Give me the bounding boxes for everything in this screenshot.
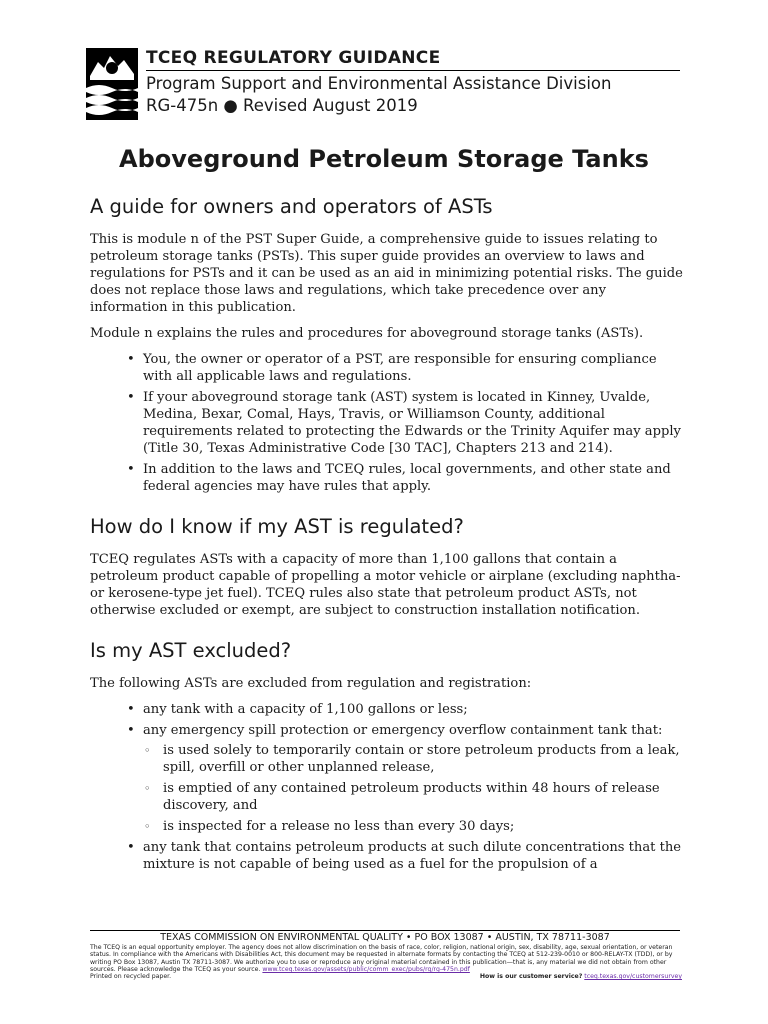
sub-list bbox=[143, 742, 686, 835]
section-heading-regulated: How do I know if my AST is regulated? bbox=[90, 515, 464, 538]
list-item: • If your aboveground storage tank (AST) system is located in Kinney, Uvalde, Medina, Bexar, Comal, Hays, Travis, or Williamson County, additional requirements related to protecting the Edwards or the Trinity Aquifer may apply (Title 30, Texas Administrative Code [30 TAC], Chapters 213 and 214). bbox=[127, 390, 681, 456]
publication-link[interactable]: www.tceq.texas.gov/assets/public/comm_exec/pubs/rg/rg-475n.pdf bbox=[262, 965, 470, 973]
footer-fine-print bbox=[90, 944, 682, 980]
document-title: Aboveground Petroleum Storage Tanks bbox=[119, 145, 649, 173]
survey-link[interactable]: tceq.texas.gov/customersurvey bbox=[584, 973, 682, 981]
circle-bullet-icon: ◦ bbox=[144, 744, 151, 757]
bullet-icon: • bbox=[127, 390, 135, 405]
sub-list-item: ◦ is used solely to temporarily contain or store petroleum products from a leak, spill, overfill or other unplanned release, bbox=[144, 743, 680, 775]
responsibility-list bbox=[90, 351, 686, 495]
exclusion-list bbox=[90, 701, 686, 873]
bullet-icon: • bbox=[127, 723, 135, 738]
footer-bottom-line bbox=[90, 973, 682, 980]
footer-divider bbox=[90, 930, 680, 931]
bullet-icon: • bbox=[127, 702, 135, 717]
header-title: TCEQ REGULATORY GUIDANCE bbox=[146, 48, 441, 68]
bullet-icon: • bbox=[127, 352, 135, 367]
recycled-note: Printed on recycled paper. bbox=[90, 973, 172, 981]
excluded-intro: The following ASTs are excluded from regulation and registration: bbox=[90, 676, 532, 691]
survey-prompt: How is our customer service? bbox=[479, 973, 583, 981]
bullet-icon: • bbox=[127, 840, 135, 855]
module-paragraph: Module n explains the rules and procedures for aboveground storage tanks (ASTs). bbox=[90, 326, 644, 341]
main-content bbox=[90, 195, 686, 883]
bullet-icon: • bbox=[127, 462, 135, 477]
list-item: • any tank that contains petroleum products at such dilute concentrations that the mixture is not capable of being used as a fuel for the propulsion of a bbox=[127, 840, 682, 872]
list-item: • any emergency spill protection or emergency overflow containment tank that: ◦ is used solely to temporarily contain or store petroleum products from a leak, spill, overfill or other unplanned release, ◦ is emptied of any contained petroleum products within 48 hours of release discovery, and ◦ is inspected for a release no less than every 30 days; bbox=[90, 722, 686, 835]
footer-disclaimer: The TCEQ is an equal opportunity employer. The agency does not allow discrimination on the basis of race, color, religion, national origin, sex, disability, age, sexual orientation, or veteran status. In compliance with the Americans with Disabilities Act, this document may be requested in alternate formats by contacting the TCEQ at 512-239-0010 or 800-RELAY-TX (TDD), or by writing PO Box 13087, Austin TX 78711-3087. We authorize you to use or reproduce any original material contained in this publication—that is, any material we did not obtain from other sources. Please acknowledge the TCEQ as your source. bbox=[90, 944, 673, 973]
list-item: • any tank with a capacity of 1,100 gallons or less; bbox=[127, 702, 468, 717]
sub-list-item: ◦ is emptied of any contained petroleum products within 48 hours of release discovery, and bbox=[144, 781, 660, 813]
survey-line bbox=[480, 973, 682, 980]
list-item: • In addition to the laws and TCEQ rules, local governments, and other state and federal agencies may have rules that apply. bbox=[127, 462, 671, 494]
circle-bullet-icon: ◦ bbox=[144, 782, 151, 795]
sub-list-item: ◦ is inspected for a release no less than every 30 days; bbox=[144, 819, 515, 834]
tceq-logo-icon bbox=[86, 48, 138, 120]
footer-address: TEXAS COMMISSION ON ENVIRONMENTAL QUALITY • PO BOX 13087 • AUSTIN, TX 78711-3087 bbox=[160, 932, 610, 943]
header-division: Program Support and Environmental Assistance Division bbox=[146, 74, 612, 93]
circle-bullet-icon: ◦ bbox=[144, 820, 151, 833]
header-publication: RG-475n ● Revised August 2019 bbox=[146, 96, 418, 115]
header-divider bbox=[146, 70, 680, 71]
list-item: • You, the owner or operator of a PST, are responsible for ensuring compliance with all applicable laws and regulations. bbox=[127, 352, 657, 384]
section-heading-guide: A guide for owners and operators of ASTs bbox=[90, 195, 493, 218]
regulated-paragraph: TCEQ regulates ASTs with a capacity of more than 1,100 gallons that contain a petroleum product capable of propelling a motor vehicle or airplane (excluding naphtha- or kerosene-type jet fuel). TCEQ rules also state that petroleum product ASTs, not otherwise excluded or exempt, are subject to construction installation notification. bbox=[90, 552, 681, 618]
intro-paragraph: This is module n of the PST Super Guide, a comprehensive guide to issues relating to petroleum storage tanks (PSTs). This super guide provides an overview to laws and regulations for PSTs and it can be used as an aid in minimizing potential risks. The guide does not replace those laws and regulations, which take precedence over any information in this publication. bbox=[90, 232, 683, 315]
section-heading-excluded: Is my AST excluded? bbox=[90, 639, 292, 662]
